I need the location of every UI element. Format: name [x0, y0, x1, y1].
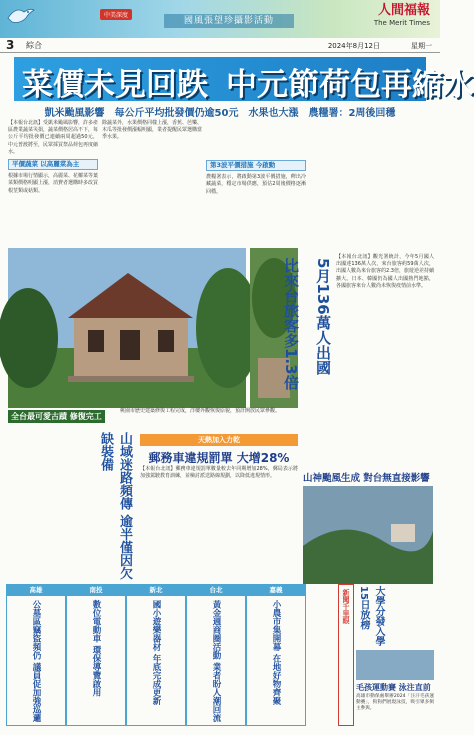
regional-box-title: 公墓區竊盜頻仍 議員促加強巡邏	[31, 600, 41, 722]
corner-label-box	[338, 584, 354, 726]
main-article-body2: 農糧署表示，將啟動第3波平價措施，釋出冷藏蔬菜，穩定市場供應，預估2周後價格逐漸回穩。	[206, 174, 306, 195]
regional-box-title: 數位電動車 環保導覽啟用	[91, 600, 101, 697]
photo-caption-title: 全台最可愛古蹟 修復完工	[8, 410, 105, 423]
mid-article-banner: 天熱加入力乾	[140, 434, 298, 446]
main-headline	[14, 57, 474, 103]
regional-box-1	[6, 584, 66, 726]
issue-date: 2024年8月12日	[327, 42, 380, 50]
regional-box-5	[246, 584, 306, 726]
corner-sub-body: 高雄市動保處舉辦2024「汪汗毛孩運動賽」，狗狗們展現泳技，吸引眾多飼主參與。	[356, 694, 434, 711]
mid-article-body: 【本報台北訊】郵務車違規罰單數量較去年同期增加28%，郵局表示將加強駕駛教育訓練，並檢討派送路線規劃，以降低違規情形。	[140, 466, 298, 480]
logo-english: The Merit Times	[373, 19, 430, 27]
photo-caption-text: 桃園市歷史建築修復工程完成，洋樓外觀恢復原貌，預計開放民眾參觀。	[120, 408, 281, 414]
corner-sub-title: 毛孩運動賽 泳注直前	[356, 683, 431, 692]
issue-weekday: 星期一	[411, 42, 432, 50]
building-illustration	[8, 248, 246, 408]
typhoon-photo	[303, 486, 433, 584]
headline-right: 中元節荷包再縮水	[226, 67, 474, 103]
section-tag: 中美深度	[100, 9, 132, 20]
main-article-lead: 【本報台北訊】受凱米颱風影響，許多產區農業蔬菜災損，蔬菜價格居高不下，每公斤平均批發價已連續兩周超過50元，中元普渡將至，民眾採買祭品荷包再度縮水。	[8, 120, 99, 155]
corner-label: 新聞千里眼	[342, 589, 350, 624]
section-name: 綜合	[26, 41, 42, 50]
main-article-col2	[102, 120, 202, 244]
regional-box-head: 新北	[127, 585, 185, 596]
travel-headline-line2: 比來台旅客多1.3倍	[282, 258, 300, 390]
logo-chinese: 人間福報	[377, 3, 430, 18]
travel-headline-line1: 5月136萬人出國	[314, 258, 332, 375]
regional-box-title: 黃金週商圈活動 業者盼人潮回流	[211, 600, 221, 722]
headline-subline: 凱米颱風影響 每公斤平均批發價仍逾50元 水果也大漲 農糧署：2周後回穩	[44, 108, 396, 119]
masthead-tagline: 國風張望珍攝影活動	[164, 14, 294, 28]
main-article-col1	[8, 120, 98, 244]
page-number: 3	[6, 38, 15, 52]
regional-news-strip	[6, 584, 306, 724]
page-info-bar	[0, 38, 440, 53]
regional-box-4	[186, 584, 246, 726]
corner-photo	[356, 650, 434, 680]
regional-box-head: 高雄	[7, 585, 65, 596]
hillside-illustration	[303, 486, 433, 584]
heritage-building-photo	[8, 248, 246, 408]
bird-logo-icon	[6, 4, 36, 26]
regional-box-title: 小農市集開幕 在地好物齊聚	[271, 600, 281, 705]
corner-title: 大學分發入學 15日放榜	[358, 586, 384, 646]
regional-box-head: 嘉義	[247, 585, 305, 596]
regional-box-head: 南投	[67, 585, 125, 596]
main-article-body3: 除蔬菜外，水果價格同樣上漲，香蕉、芭樂、木瓜等批發價漲幅明顯，業者提醒民眾選購當季水果。	[102, 120, 203, 141]
regional-box-title: 國小遊樂器材 年底完成更新	[151, 600, 161, 705]
main-subhead-2: 第3波平價措施 今啟動	[206, 160, 306, 171]
masthead-banner	[0, 0, 440, 38]
regional-box-head: 台北	[187, 585, 245, 596]
travel-body: 【本報台北訊】觀光署統計，今年5月國人出國達136萬人次，來台旅客約59萬人次，出國人數為來台旅客的2.3倍，旅遊逆差持續擴大。日本、韓國仍為國人出國熱門地點，各國旅客來台人數尚未恢復疫情前水準。	[336, 254, 434, 289]
main-article-col3	[206, 120, 306, 244]
regional-box-2	[66, 584, 126, 726]
side-story	[8, 432, 136, 582]
newspaper-logo	[366, 3, 430, 35]
side-story-title: 山域迷路頻傳 逾半僅因欠缺裝備	[98, 432, 132, 580]
headline-left: 菜價未見回跌	[22, 67, 208, 103]
main-subhead-1: 平價蔬菜 以高麗菜為主	[8, 159, 98, 170]
typhoon-headline: 山神颱風生成 對台無直接影響	[303, 473, 430, 484]
mid-article-title: 郵務車違規罰單 大增28%	[148, 451, 290, 465]
main-article-body1: 根據市場行情顯示，高麗菜、花椰菜等葉菜類價格明顯上漲，消費者選購時多改買根莖類或菇類。	[8, 173, 99, 194]
travel-headline	[300, 258, 334, 468]
news-corner	[338, 584, 434, 724]
regional-box-3	[126, 584, 186, 726]
